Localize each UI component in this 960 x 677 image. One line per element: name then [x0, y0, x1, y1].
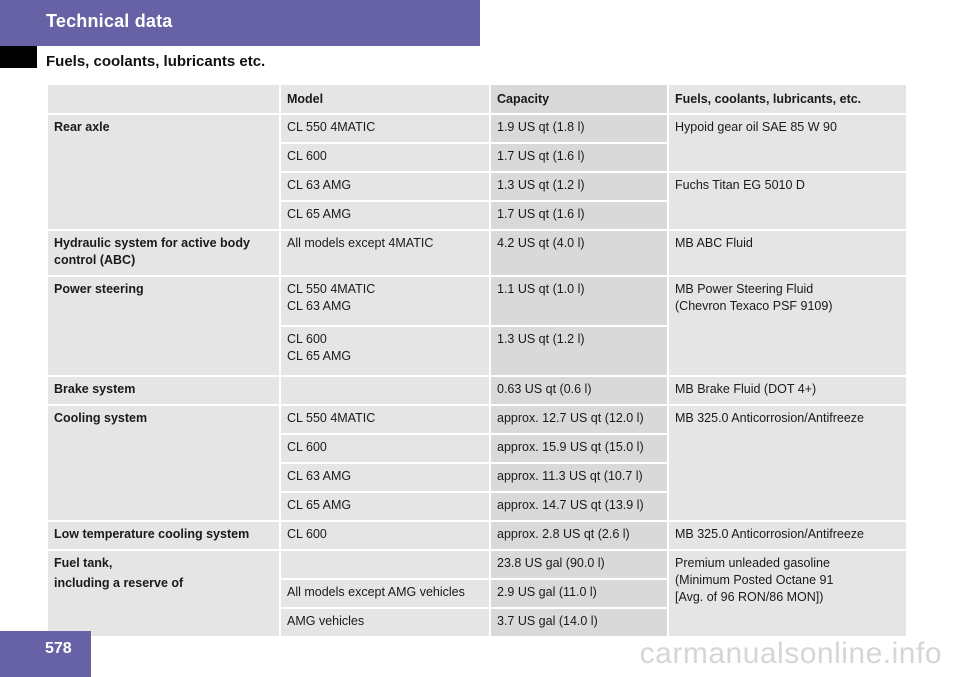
model-cell: CL 63 AMG	[280, 463, 490, 492]
fluid-cell: Fuchs Titan EG 5010 D	[668, 172, 907, 230]
fluid-cell	[668, 550, 907, 637]
model-cell: AMG vehicles	[280, 608, 490, 637]
system-cooling: Cooling system	[47, 405, 280, 521]
model-cell: CL 600	[280, 434, 490, 463]
capacity-cell: 23.8 US gal (90.0 l)	[490, 550, 668, 579]
model-line: CL 600	[287, 332, 327, 346]
column-header-model: Model	[280, 84, 490, 114]
capacity-cell: 1.3 US qt (1.2 l)	[490, 172, 668, 201]
fluid-cell: MB Brake Fluid (DOT 4+)	[668, 376, 907, 405]
capacity-cell: approx. 15.9 US qt (15.0 l)	[490, 434, 668, 463]
model-cell: CL 65 AMG	[280, 201, 490, 230]
fluid-cell: Hypoid gear oil SAE 85 W 90	[668, 114, 907, 172]
capacity-cell: approx. 2.8 US qt (2.6 l)	[490, 521, 668, 550]
model-cell: All models except 4MATIC	[280, 230, 490, 276]
model-cell	[280, 376, 490, 405]
model-cell	[280, 550, 490, 579]
capacity-cell: 1.7 US qt (1.6 l)	[490, 201, 668, 230]
table-row	[47, 276, 907, 326]
system-label-line: including a reserve of	[54, 576, 184, 590]
fluid-cell: MB ABC Fluid	[668, 230, 907, 276]
table-row	[47, 550, 907, 579]
system-brake: Brake system	[47, 376, 280, 405]
capacity-cell: 1.3 US qt (1.2 l)	[490, 326, 668, 376]
table-row	[47, 230, 907, 276]
fluid-cell: MB 325.0 Anticorrosion/Antifreeze	[668, 521, 907, 550]
model-cell: CL 63 AMG	[280, 172, 490, 201]
fluid-cell	[668, 276, 907, 376]
table-row	[47, 114, 907, 143]
capacity-cell: 2.9 US gal (11.0 l)	[490, 579, 668, 608]
section-marker	[0, 46, 37, 68]
model-cell: CL 600	[280, 521, 490, 550]
table-header-row	[47, 84, 907, 114]
capacity-cell: 1.1 US qt (1.0 l)	[490, 276, 668, 326]
capacity-cell: 0.63 US qt (0.6 l)	[490, 376, 668, 405]
table-row	[47, 376, 907, 405]
model-cell: CL 550 4MATIC	[280, 405, 490, 434]
model-line: CL 550 4MATIC	[287, 282, 376, 296]
capacity-cell: approx. 12.7 US qt (12.0 l)	[490, 405, 668, 434]
system-rear-axle: Rear axle	[47, 114, 280, 230]
capacity-cell: 1.9 US qt (1.8 l)	[490, 114, 668, 143]
model-line: CL 63 AMG	[287, 299, 352, 313]
model-cell: CL 65 AMG	[280, 492, 490, 521]
fluids-table	[46, 83, 908, 638]
fluid-cell: MB 325.0 Anticorrosion/Antifreeze	[668, 405, 907, 521]
page-header-title: Technical data	[46, 11, 173, 31]
column-header-system	[47, 84, 280, 114]
capacity-cell: approx. 11.3 US qt (10.7 l)	[490, 463, 668, 492]
system-fuel-tank	[47, 550, 280, 637]
model-cell: CL 550 4MATIC	[280, 114, 490, 143]
capacity-cell: 3.7 US gal (14.0 l)	[490, 608, 668, 637]
page-number: 578	[45, 640, 72, 657]
section-title: Fuels, coolants, lubricants etc.	[46, 53, 266, 70]
column-header-capacity: Capacity	[490, 84, 668, 114]
model-cell: CL 600	[280, 143, 490, 172]
system-label-line: Fuel tank,	[54, 556, 113, 570]
watermark: carmanualsonline.info	[639, 637, 942, 670]
model-cell	[280, 326, 490, 376]
model-cell: All models except AMG vehicles	[280, 579, 490, 608]
system-hydraulic: Hydraulic system for active body control (ABC)	[47, 230, 280, 276]
fluid-line: (Chevron Texaco PSF 9109)	[675, 299, 833, 313]
capacity-cell: 1.7 US qt (1.6 l)	[490, 143, 668, 172]
fluid-line: [Avg. of 96 RON/86 MON])	[675, 590, 824, 604]
fluid-line: MB Power Steering Fluid	[675, 282, 814, 296]
system-power-steering: Power steering	[47, 276, 280, 376]
table-row	[47, 521, 907, 550]
system-low-temp-cooling: Low temperature cooling system	[47, 521, 280, 550]
table-row	[47, 405, 907, 434]
fluid-line: Premium unleaded gasoline	[675, 556, 830, 570]
model-cell	[280, 276, 490, 326]
fluid-line: (Minimum Posted Octane 91	[675, 573, 834, 587]
column-header-fluids: Fuels, coolants, lubricants, etc.	[668, 84, 907, 114]
capacity-cell: 4.2 US qt (4.0 l)	[490, 230, 668, 276]
capacity-cell: approx. 14.7 US qt (13.9 l)	[490, 492, 668, 521]
model-line: CL 65 AMG	[287, 349, 352, 363]
